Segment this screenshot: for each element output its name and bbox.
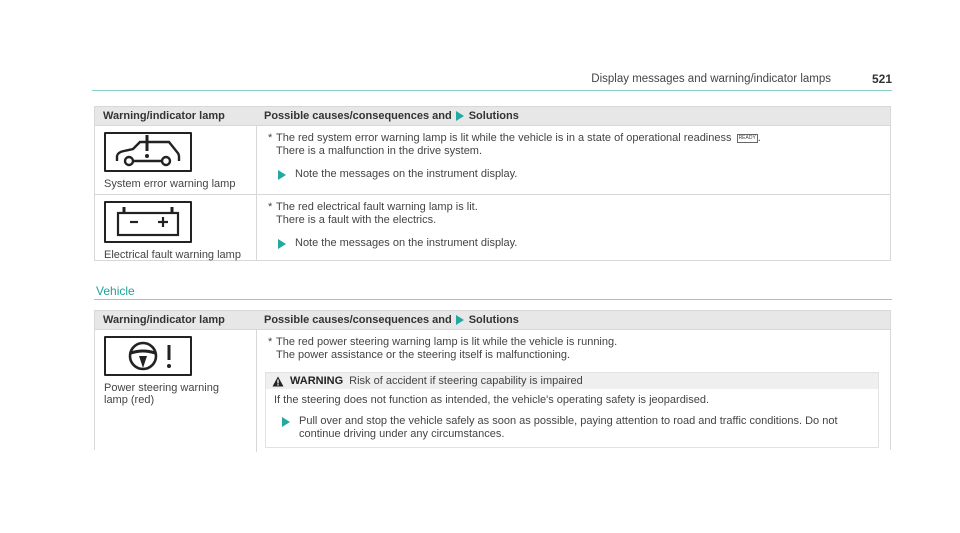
action-item bbox=[268, 237, 890, 250]
solution-arrow-icon bbox=[456, 315, 464, 325]
lamp-cell bbox=[95, 126, 257, 194]
lamp-name-cont: lamp (red) bbox=[104, 394, 155, 406]
lamp-cell bbox=[95, 330, 257, 452]
column-header-lamp: Warning/indicator lamp bbox=[103, 314, 225, 326]
warning-header bbox=[266, 373, 878, 389]
header-divider bbox=[92, 90, 892, 91]
lamp-name: System error warning lamp bbox=[104, 178, 236, 190]
table-header bbox=[95, 311, 890, 329]
power-steering-icon bbox=[104, 336, 192, 376]
cause-text: The red power steering warning lamp is lit while the vehicle is running. bbox=[276, 336, 618, 348]
table-row bbox=[95, 194, 890, 261]
action-text: Note the messages on the instrument display. bbox=[295, 168, 518, 180]
warning-body bbox=[266, 389, 878, 447]
warning-triangle-icon bbox=[272, 376, 284, 387]
cause-cell: * The red system error warning lamp is lit while the vehicle is in a state of operational readiness READY . There is a malfunction in the drive system. Note the messages on the instrument display. bbox=[257, 126, 890, 194]
action-text-cont: continue driving under any circumstances. bbox=[299, 428, 505, 440]
ready-indicator-icon: READY bbox=[738, 134, 756, 141]
action-text: Note the messages on the instrument display. bbox=[295, 237, 518, 249]
cause-text: The red electrical fault warning lamp is lit. bbox=[276, 201, 478, 213]
cause-detail: The power assistance or the steering itself is malfunctioning. bbox=[276, 349, 571, 361]
column-header-lamp: Warning/indicator lamp bbox=[103, 110, 225, 122]
table-row bbox=[95, 329, 890, 452]
column-header-causes: Possible causes/consequences and Solutions bbox=[264, 110, 519, 122]
cause-text: The red system error warning lamp is lit while the vehicle is in a state of operational readiness bbox=[276, 132, 732, 144]
lamp-table-1 bbox=[94, 106, 891, 261]
lamp-name: Electrical fault warning lamp bbox=[104, 249, 241, 261]
action-arrow-icon bbox=[278, 239, 286, 249]
lamp-table-2 bbox=[94, 310, 891, 450]
action-arrow-icon bbox=[282, 417, 290, 427]
table-header bbox=[95, 107, 890, 125]
warning-box bbox=[265, 372, 879, 448]
column-header-causes: Possible causes/consequences and Solutions bbox=[264, 314, 519, 326]
cause-cell: * The red power steering warning lamp is lit while the vehicle is running. The power assistance or the steering itself is malfunctioning. WARNING Risk of accident if steering capability is impaired If the steering does not function as intended, the vehicle's operating safety is jeopardised. Pull over and stop the vehicle safely as soon as possible, paying attention to road and traffic conditions. Do not continue driving under any circumstances. bbox=[257, 330, 890, 452]
action-item bbox=[268, 168, 890, 181]
lamp-name: Power steering warning bbox=[104, 382, 219, 394]
battery-icon bbox=[104, 201, 192, 243]
lamp-cell bbox=[95, 195, 257, 261]
action-text: Pull over and stop the vehicle safely as soon as possible, paying attention to road and traffic conditions. Do not bbox=[299, 415, 838, 427]
cause-detail: There is a fault with the electrics. bbox=[276, 214, 437, 226]
cause-cell: * The red electrical fault warning lamp is lit. There is a fault with the electrics. Note the messages on the instrument display. bbox=[257, 195, 890, 261]
section-title: Vehicle bbox=[96, 284, 135, 298]
warning-label: WARNING bbox=[290, 374, 344, 387]
page-number: 521 bbox=[871, 72, 892, 86]
section-divider bbox=[94, 299, 892, 300]
solution-arrow-icon bbox=[456, 111, 464, 121]
action-arrow-icon bbox=[278, 170, 286, 180]
warning-title: Risk of accident if steering capability is impaired bbox=[349, 374, 583, 387]
system-error-car-icon bbox=[104, 132, 192, 172]
table-row bbox=[95, 125, 890, 194]
page-header-title: Display messages and warning/indicator lamps bbox=[591, 73, 831, 85]
warning-text: If the steering does not function as intended, the vehicle's operating safety is jeopardised. bbox=[274, 394, 710, 406]
cause-detail: There is a malfunction in the drive system. bbox=[276, 145, 483, 157]
action-item bbox=[274, 415, 878, 441]
